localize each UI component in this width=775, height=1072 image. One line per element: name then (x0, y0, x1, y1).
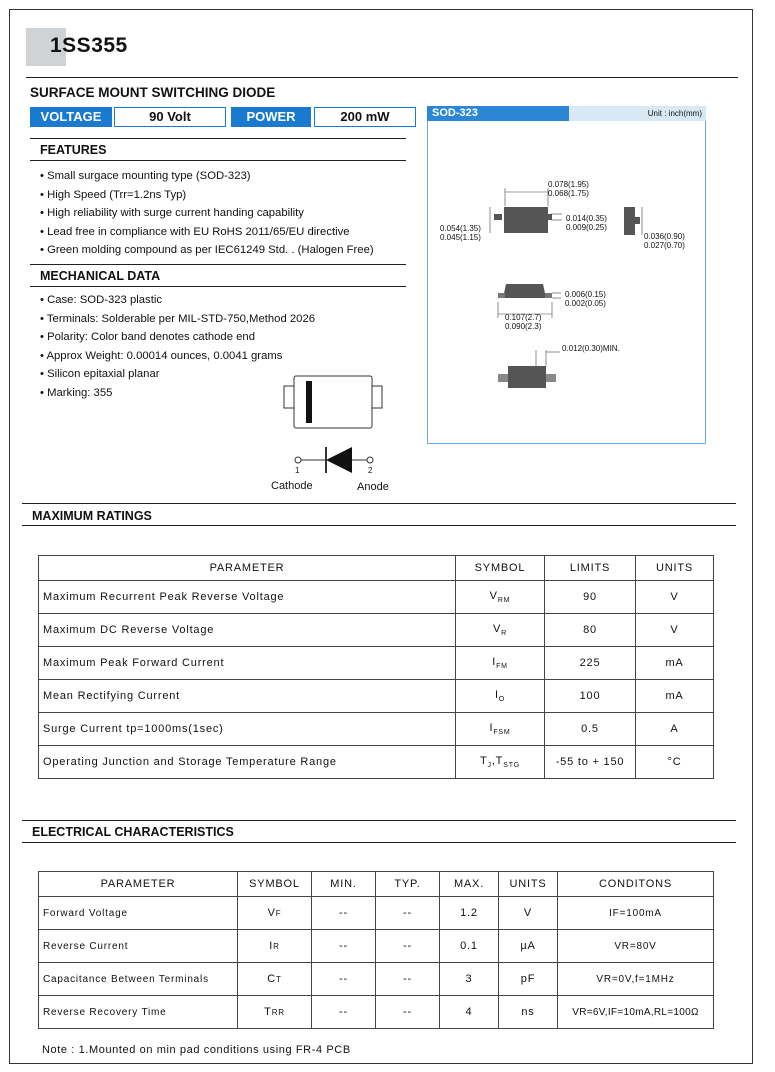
table-row (39, 713, 714, 746)
col-min: MIN. (312, 872, 376, 897)
anode-label: Anode (357, 481, 389, 493)
dim-standoff: 0.006(0.15) 0.002(0.05) (565, 290, 606, 308)
pin2-label: 2 (368, 466, 373, 475)
power-value: 200 mW (314, 107, 416, 127)
condition-cell: VR=6V,IF=10mA,RL=100Ω (558, 996, 714, 1029)
package-unit: Unit : inch(mm) (569, 106, 706, 121)
dim-lead-min: 0.012(0.30)MIN. (562, 344, 620, 353)
dim-body-width: 0.054(1.35) 0.045(1.15) (440, 224, 481, 242)
mech-heading: MECHANICAL DATA (40, 269, 161, 283)
mech-item: • Polarity: Color band denotes cathode end (40, 328, 315, 347)
max-cell: 3 (440, 963, 499, 996)
mech-item: • Terminals: Solderable per MIL-STD-750,Method 2026 (40, 310, 315, 329)
power-label: POWER (231, 107, 311, 127)
limit-cell: 90 (545, 581, 636, 614)
unit-cell: pF (499, 963, 558, 996)
feature-item: • Green molding compound as per IEC61249 Std. . (Halogen Free) (40, 241, 374, 260)
max-ratings-heading: MAXIMUM RATINGS (32, 509, 152, 523)
param-cell: Maximum DC Reverse Voltage (39, 614, 456, 647)
table-header-row (39, 872, 714, 897)
mech-item: • Marking: 355 (40, 384, 315, 403)
unit-cell: V (499, 897, 558, 930)
typ-cell: -- (376, 996, 440, 1029)
condition-cell: VR=0V,f=1MHz (558, 963, 714, 996)
unit-cell: mA (636, 680, 714, 713)
mech-bottom-rule (30, 286, 406, 287)
unit-cell: V (636, 614, 714, 647)
features-heading: FEATURES (40, 143, 107, 157)
feature-item: • Small surgace mounting type (SOD-323) (40, 167, 374, 186)
min-cell: -- (312, 897, 376, 930)
symbol-cell: TRR (238, 996, 312, 1029)
col-max: MAX. (440, 872, 499, 897)
symbol-cell: $I_O$ (456, 680, 545, 713)
symbol-cell: VF (238, 897, 312, 930)
table-row (39, 963, 714, 996)
symbol-cell: CT (238, 963, 312, 996)
unit-cell: °C (636, 746, 714, 779)
param-cell: Maximum Peak Forward Current (39, 647, 456, 680)
elec-top-rule (22, 820, 736, 821)
electrical-heading: ELECTRICAL CHARACTERISTICS (32, 825, 234, 839)
marking-illustration (282, 372, 384, 432)
feature-item: • High Speed (Trr=1.2ns Typ) (40, 186, 374, 205)
package-name: SOD-323 (427, 106, 569, 121)
unit-cell: A (636, 713, 714, 746)
max-top-rule (22, 503, 736, 504)
typ-cell: -- (376, 930, 440, 963)
feature-item: • Lead free in compliance with EU RoHS 2011/65/EU directive (40, 223, 374, 242)
condition-cell: VR=80V (558, 930, 714, 963)
condition-cell: IF=100mA (558, 897, 714, 930)
max-ratings-table (38, 555, 714, 779)
part-number: 1SS355 (50, 34, 128, 57)
table-row (39, 746, 714, 779)
elec-bottom-rule (22, 842, 736, 843)
table-row (39, 647, 714, 680)
param-cell: Maximum Recurrent Peak Reverse Voltage (39, 581, 456, 614)
param-cell: Operating Junction and Storage Temperature Range (39, 746, 456, 779)
table-row (39, 614, 714, 647)
limit-cell: 100 (545, 680, 636, 713)
mech-top-rule (30, 264, 406, 265)
dim-overall: 0.107(2.7) 0.090(2.3) (505, 313, 542, 331)
limit-cell: 225 (545, 647, 636, 680)
col-parameter: PARAMETER (39, 872, 238, 897)
param-cell: Capacitance Between Terminals (39, 963, 238, 996)
table-row (39, 897, 714, 930)
footnote: Note : 1.Mounted on min pad conditions using FR-4 PCB (42, 1044, 351, 1056)
package-drawing (428, 122, 705, 442)
max-bottom-rule (22, 525, 736, 526)
param-cell: Mean Rectifying Current (39, 680, 456, 713)
electrical-table (38, 871, 714, 1029)
symbol-cell: $V_R$ (456, 614, 545, 647)
table-header-row (39, 556, 714, 581)
title-rule (26, 77, 738, 78)
limit-cell: 0.5 (545, 713, 636, 746)
dim-lead-thickness: 0.014(0.35) 0.009(0.25) (566, 214, 607, 232)
dim-height: 0.036(0.90) 0.027(0.70) (644, 232, 685, 250)
min-cell: -- (312, 930, 376, 963)
col-symbol: SYMBOL (456, 556, 545, 581)
features-list (40, 167, 374, 260)
cathode-label: Cathode (271, 480, 313, 492)
mech-item: • Case: SOD-323 plastic (40, 291, 315, 310)
feature-item: • High reliability with surge current handing capability (40, 204, 374, 223)
mech-list (40, 291, 315, 403)
symbol-cell: $T_J,T_{STG}$ (456, 746, 545, 779)
unit-cell: µA (499, 930, 558, 963)
dim-body-length: 0.078(1.95) 0.068(1.75) (548, 180, 589, 198)
col-conditions: CONDITONS (558, 872, 714, 897)
unit-cell: mA (636, 647, 714, 680)
max-cell: 4 (440, 996, 499, 1029)
max-cell: 1.2 (440, 897, 499, 930)
limit-cell: -55 to + 150 (545, 746, 636, 779)
symbol-cell: $I_{FSM}$ (456, 713, 545, 746)
features-bottom-rule (30, 160, 406, 161)
max-cell: 0.1 (440, 930, 499, 963)
pin1-label: 1 (295, 466, 300, 475)
features-top-rule (30, 138, 406, 139)
symbol-cell: $V_{RM}$ (456, 581, 545, 614)
col-units: UNITS (636, 556, 714, 581)
mech-item: • Approx Weight: 0.00014 ounces, 0.0041 grams (40, 347, 315, 366)
mech-item: • Silicon epitaxial planar (40, 365, 315, 384)
param-cell: Surge Current tp=1000ms(1sec) (39, 713, 456, 746)
min-cell: -- (312, 996, 376, 1029)
subtitle: SURFACE MOUNT SWITCHING DIODE (30, 85, 276, 100)
col-symbol: SYMBOL (238, 872, 312, 897)
table-row (39, 581, 714, 614)
col-limits: LIMITS (545, 556, 636, 581)
table-row (39, 680, 714, 713)
typ-cell: -- (376, 963, 440, 996)
unit-cell: ns (499, 996, 558, 1029)
voltage-label: VOLTAGE (30, 107, 112, 127)
table-row (39, 996, 714, 1029)
symbol-cell: IR (238, 930, 312, 963)
param-cell: Forward Voltage (39, 897, 238, 930)
table-row (39, 930, 714, 963)
unit-cell: V (636, 581, 714, 614)
limit-cell: 80 (545, 614, 636, 647)
symbol-cell: $I_{FM}$ (456, 647, 545, 680)
diode-symbol (290, 445, 380, 475)
voltage-value: 90 Volt (114, 107, 226, 127)
min-cell: -- (312, 963, 376, 996)
col-typ: TYP. (376, 872, 440, 897)
typ-cell: -- (376, 897, 440, 930)
col-parameter: PARAMETER (39, 556, 456, 581)
param-cell: Reverse Current (39, 930, 238, 963)
param-cell: Reverse Recovery Time (39, 996, 238, 1029)
col-units: UNITS (499, 872, 558, 897)
